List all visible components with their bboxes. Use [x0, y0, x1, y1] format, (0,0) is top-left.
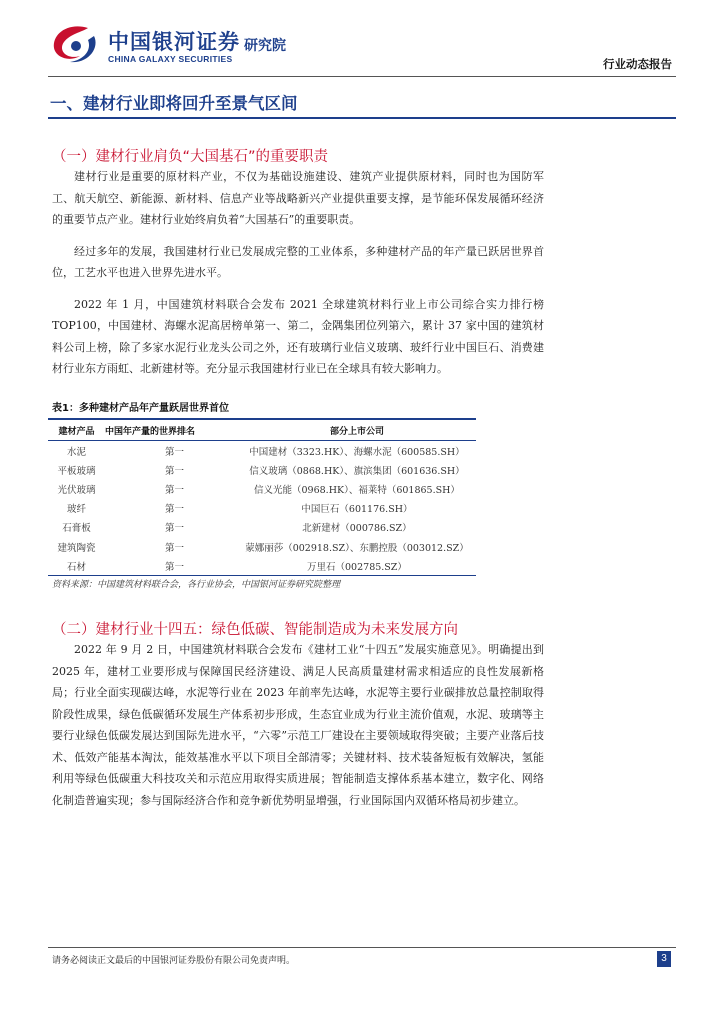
- subsection-2-body: [52, 639, 544, 811]
- page-header: [48, 20, 676, 76]
- table-cell: 建筑陶瓷: [57, 542, 96, 554]
- table-row: [48, 518, 476, 537]
- table-row: [48, 556, 476, 576]
- column-header: 建材产品: [48, 419, 105, 441]
- table-cell: 中国建材（3323.HK）、海螺水泥（600585.SH）: [249, 446, 465, 458]
- brand-name-cn: 中国银河证券: [108, 30, 240, 54]
- paragraph: 建材行业是重要的原材料产业，不仅为基础设施建设、建筑产业提供原材料，同时也为国防军工、航天航空、新能源、新材料、信息产业等战略新兴产业提供重要支撑，是节能环保发展循环经济的重要节点产业。建材行业始终肩负着“大国基石”的重要职责。: [52, 170, 544, 226]
- table-cell: 第一: [164, 542, 184, 554]
- section-title: 一、建材行业即将回升至景气区间: [50, 94, 298, 113]
- brand-name-en: CHINA GALAXY SECURITIES: [108, 54, 233, 64]
- table-header-row: [48, 419, 476, 441]
- table-cell: 北新建材（000786.SZ）: [302, 523, 412, 535]
- table-cell: 中国巨石（601176.SH）: [301, 504, 413, 516]
- footer-divider: [48, 947, 676, 948]
- table-title: 表1：多种建材产品年产量跃居世界首位: [52, 403, 229, 414]
- table-cell: 万里石（002785.SZ）: [238, 556, 476, 576]
- table-cell: 信义玻璃（0868.HK）、旗滨集团（601636.SH）: [249, 465, 465, 477]
- table-cell: 玻纤: [66, 504, 86, 516]
- table-cell: 第一: [164, 504, 184, 516]
- subsection-title-1: （一）建材行业肩负“大国基石”的重要职责: [52, 149, 329, 165]
- report-type-label: 行业动态报告: [603, 57, 672, 71]
- table-cell: 蒙娜丽莎（002918.SZ）、东鹏控股（003012.SZ）: [245, 542, 469, 554]
- table-row: [48, 441, 476, 461]
- table-cell: 第一: [164, 523, 184, 535]
- subsection-title-2: （二）建材行业十四五：绿色低碳、智能制造成为未来发展方向: [52, 622, 458, 638]
- table-cell: 第一: [105, 556, 238, 576]
- table-cell: 第一: [164, 446, 184, 458]
- table-row: [48, 537, 476, 556]
- research-institute-label: 研究院: [244, 38, 286, 54]
- table-cell: 平板玻璃: [57, 465, 96, 477]
- paragraph: 2022 年 1 月，中国建筑材料联合会发布 2021 全球建筑材料行业上市公司综合实力排行榜 TOP100，中国建材、海螺水泥高居榜单第一、第二，金隅集团位列第六，累计 37 家中国的建筑材料公司上榜，除了多家水泥行业龙头公司之外，还有玻璃行业信义玻璃、玻纤行业中国巨石、消费建材行业东方雨虹、北新建材等。充分显示我国建材行业已在全球具有较大影响力。: [52, 297, 544, 375]
- products-ranking-table: [48, 418, 476, 576]
- column-header: 部分上市公司: [238, 419, 476, 441]
- section-title-underline: [48, 117, 676, 119]
- page-number: 3: [657, 951, 671, 967]
- table-cell: 石材: [48, 556, 105, 576]
- table-cell: 信义光能（0968.HK）、福莱特（601865.SH）: [254, 484, 460, 496]
- header-divider: [48, 76, 676, 77]
- subsection-1-body: [52, 166, 544, 380]
- table-cell: 水泥: [66, 446, 86, 458]
- table-source-note: 资料来源：中国建筑材料联合会，各行业协会，中国银河证券研究院整理: [52, 580, 341, 590]
- table-cell: 光伏玻璃: [57, 484, 96, 496]
- table-row: [48, 499, 476, 518]
- paragraph: 2022 年 9 月 2 日，中国建筑材料联合会发布《建材工业“十四五”发展实施意见》。明确提出到 2025 年，建材工业要形成与保障国民经济建设、满足人民高质量建材需求相适应的良性发展新格局；行业全面实现碳达峰，水泥等行业在 2023 年前率先达峰，水泥等主要行业碳排放总量控制取得阶段性成果，绿色低碳循环发展生产体系初步形成，生态宜业成为行业主流价值观，水泥、玻璃等主要行业绿色低碳发展达到国际先进水平，“六零”示范工厂建设在主要领域取得突破；主要产业落后技术、低效产能基本淘汰，能效基准水平以下项目全部清零；关键材料、技术装备短板有效解决，氢能利用等绿色低碳重大科技攻关和示范应用取得实质进展；智能制造支撑体系基本建立，数字化、网络化制造普遍实现；参与国际经济合作和竞争新优势明显增强，行业国际国内双循环格局初步建立。: [52, 643, 544, 807]
- table-cell: 石膏板: [62, 523, 91, 535]
- table-row: [48, 479, 476, 498]
- table-cell: 第一: [164, 484, 184, 496]
- column-header: 中国年产量的世界排名: [105, 419, 238, 441]
- galaxy-logo-icon: [48, 22, 104, 66]
- table-cell: 第一: [164, 465, 184, 477]
- disclaimer-text: 请务必阅读正文最后的中国银河证券股份有限公司免责声明。: [52, 956, 296, 966]
- table-row: [48, 460, 476, 479]
- paragraph: 经过多年的发展，我国建材行业已发展成完整的工业体系，多种建材产品的年产量已跃居世界首位，工艺水平也进入世界先进水平。: [52, 244, 544, 279]
